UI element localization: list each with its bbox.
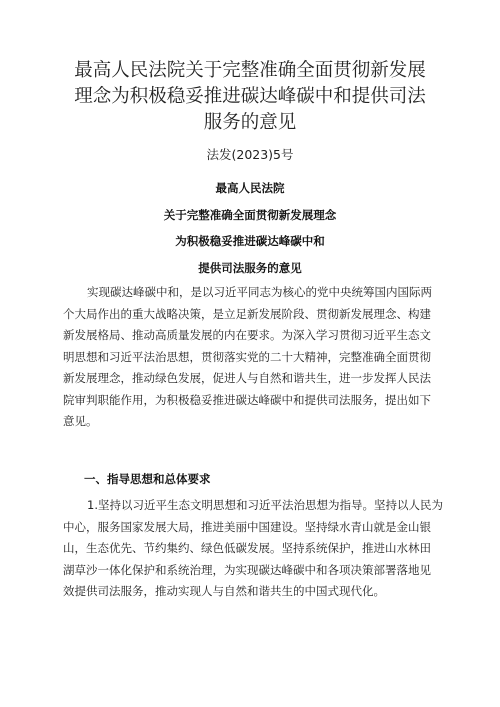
subtitle-line: 为积极稳妥推进碳达峰碳中和: [175, 234, 325, 248]
section-paragraph: [63, 495, 443, 603]
paragraph-line: 明思想和习近平法治思想，贯彻落实党的二十大精神，完整准确全面贯彻: [63, 349, 431, 364]
section-heading: 一、指导思想和总体要求: [84, 472, 211, 486]
paragraph-line: 意见。: [63, 414, 98, 428]
title-line: 最高人民法院关于完整准确全面贯彻新发展: [74, 60, 426, 81]
paragraph-line: 山，生态优先、节约集约、绿色低碳发展。坚持系统保护，推进山水林田: [63, 541, 431, 555]
title-line: 服务的意见: [203, 112, 297, 133]
paragraph-line: 个大局作出的重大战略决策，是立足新发展阶段、贯彻新发展理念、构建: [63, 306, 431, 321]
title-line: 理念为积极稳妥推进碳达峰碳中和提供司法: [74, 86, 426, 107]
paragraph-line: 中心，服务国家发展大局，推进美丽中国建设。坚持绿水青山就是金山银: [63, 519, 431, 534]
paragraph-line: 实现碳达峰碳中和，是以习近平同志为核心的党中央统筹国内国际两: [87, 285, 432, 299]
paragraph-line: 新发展格局、推动高质量发展的内在要求。为深入学习贯彻习近平生态文: [63, 328, 431, 342]
paragraph-line: 1.坚持以习近平生态文明思想和习近平法治思想为指导。坚持以人民为: [87, 498, 443, 512]
document-title: [60, 58, 440, 136]
paragraph-line: 效提供司法服务，推动实现人与自然和谐共生的中国式现代化。: [63, 584, 385, 598]
subtitle-line: 关于完整准确全面贯彻新发展理念: [163, 208, 337, 222]
paragraph-line: 新发展理念，推动绿色发展，促进人与自然和谐共生，进一步发挥人民法: [63, 371, 431, 385]
intro-paragraph: [63, 282, 437, 433]
issuer-name: 最高人民法院: [215, 181, 285, 195]
paragraph-line: 院审判职能作用，为积极稳妥推进碳达峰碳中和提供司法服务，提出如下: [63, 392, 431, 407]
subtitle-line: 提供司法服务的意见: [198, 261, 302, 275]
document-number: 法发(2023)5号: [206, 147, 294, 162]
paragraph-line: 湖草沙一体化保护和系统治理，为实现碳达峰碳中和各项决策部署落地见: [63, 562, 431, 577]
